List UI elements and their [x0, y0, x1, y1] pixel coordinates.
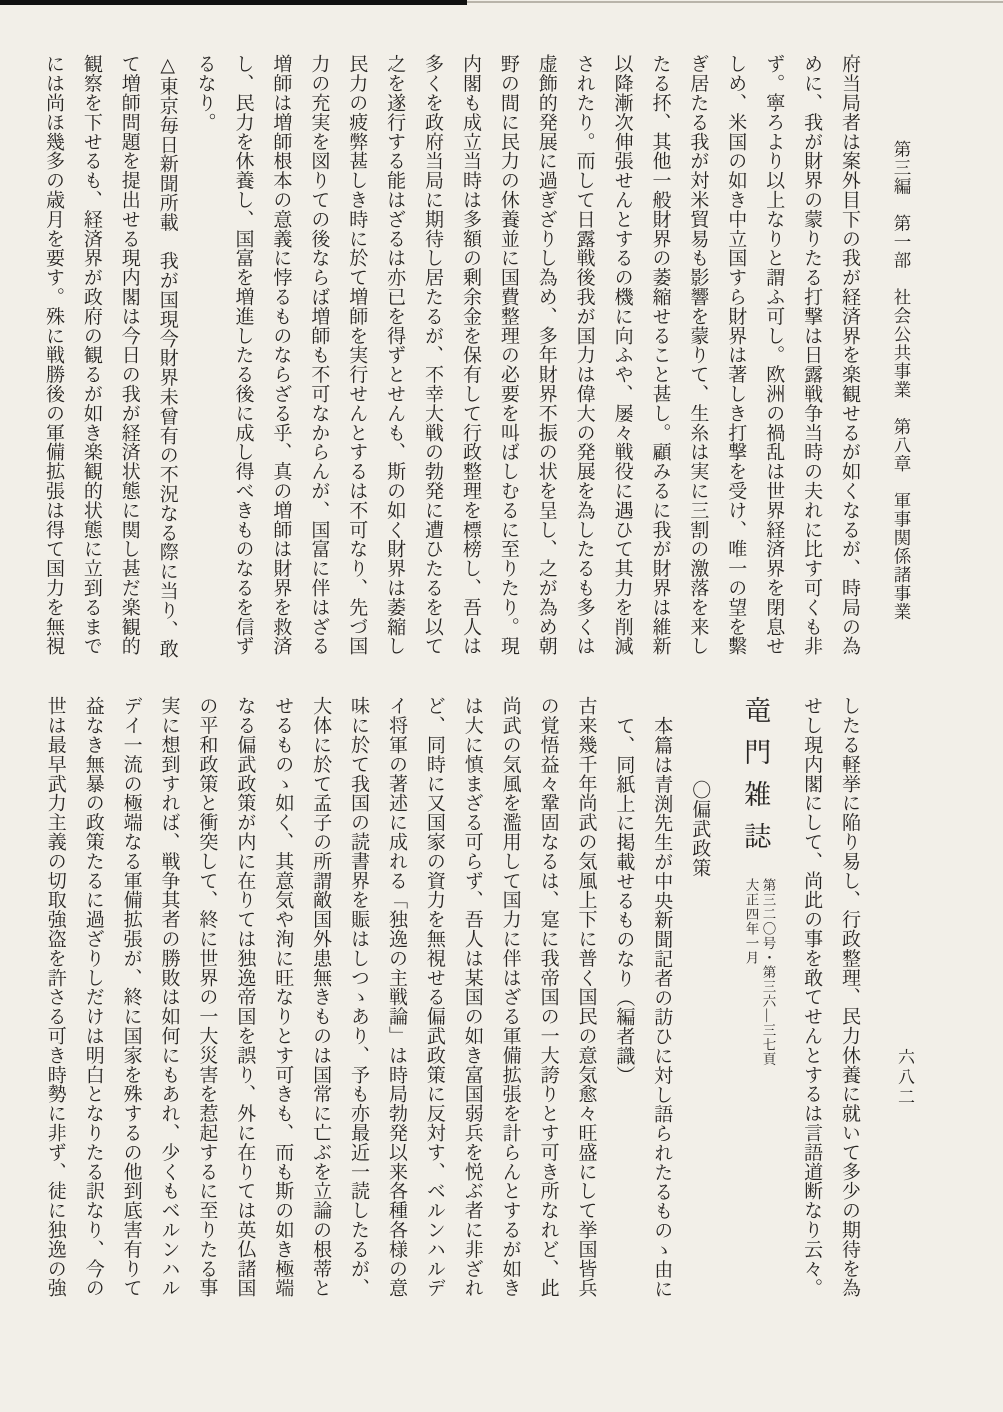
- text-line: 味に於て我国の読書界を賑はしつゝあり、予も亦最近一読したるが、: [348, 696, 370, 1298]
- text-line: ど、同時に又国家の資力を無視せる偏武政策に反対す、ベルンハルデ: [423, 696, 445, 1298]
- text-line: せるものゝ如く、其意気や洵に旺なりとす可きも、而も斯の如き極端: [272, 696, 294, 1298]
- journal-date: 大正四年一月: [743, 878, 759, 965]
- text-line: には尚ほ幾多の歳月を要す。殊に戦勝後の軍備拡張は得て国力を無視: [42, 54, 64, 656]
- bottom-text-block: [36, 696, 868, 1376]
- text-line: デイ一流の極端なる軍備拡張が、終に国家を殊するの他到底害有りて: [120, 696, 142, 1298]
- text-line: 之を遂行する能はざるは亦已を得ずとせんも、斯の如く財界は萎縮し: [384, 54, 406, 656]
- text-line: なる偏武政策が内に在りては独逸帝国を誤り、外に在りては英仏諸国: [234, 696, 256, 1298]
- text-line: 力の充実を図りての後ならば増師も不可なからんが、国富に伴はざる: [308, 54, 330, 656]
- text-line: て増師問題を提出せる現内閣は今日の我が経済状態に関し甚だ楽観的: [118, 54, 140, 656]
- text-line: しめ、米国の如き中立国すら財界は著しき打撃を受け、唯一の望を繫: [725, 54, 747, 656]
- top-edge-rule: [0, 0, 467, 5]
- text-line: 古来幾千年尚武の気風上下に普く国民の意気愈々旺盛にして挙国皆兵: [575, 696, 597, 1298]
- text-line: たる抔、其他一般財界の萎縮せること甚し。顧みるに我が財界は維新: [649, 54, 671, 656]
- top-text-block: [34, 54, 868, 704]
- text-line: ず。寧ろより以上なりと謂ふ可し。欧洲の禍乱は世界経済界を閉息せ: [763, 54, 785, 656]
- text-line: されたり。而して日露戦後我が国力は偉大の発展を為したるも多くは: [573, 54, 595, 656]
- text-line: 尚武の気風を濫用して国力に伴はざる軍備拡張を計らんとするが如き: [499, 696, 521, 1298]
- text-line: 府当局者は案外目下の我が経済界を楽観せるが如くなるが、時局の為: [839, 54, 860, 656]
- text-line: の覚悟益々鞏固なるは、寔に我帝国の一大誇りとす可き所なれど、此: [537, 696, 559, 1298]
- text-line: したる軽挙に陥り易し、行政整理、民力休養に就いて多少の期待を為: [839, 696, 860, 1298]
- text-line: せし現内閣にして、尚此の事を敢てせんとするは言語道断なり云々。: [801, 696, 823, 1298]
- journal-heading: [718, 696, 792, 1376]
- journal-meta: [743, 878, 777, 1067]
- editor-note-line: 本篇は青渕先生が中央新聞記者の訪ひに対し語られたるものゝ由に: [651, 716, 673, 1298]
- text-line: 内閣も成立当時は多額の剰余金を保有して行政整理を標榜し、吾人は: [459, 54, 481, 656]
- text-line: 野の間に民力の休養並に国費整理の必要を叫ばしむるに至りたり。現: [497, 54, 519, 656]
- text-line: 観察を下せるも、経済界が政府の観るが如き楽観的状態に立到るまで: [80, 54, 102, 656]
- text-line: めに、我が財界の蒙りたる打撃は日露戦争当時の夫れに比す可くも非: [801, 54, 823, 656]
- text-line: 増師は増師根本の意義に悖るものならざる乎、真の増師は財界を救済: [270, 54, 292, 656]
- text-line: 実に想到すれば、戦争其者の勝敗は如何にもあれ、少くもベルンハル: [158, 696, 180, 1298]
- running-header: 第三編 第一部 社会公共事業 第八章 軍事関係諸事業: [892, 140, 912, 621]
- journal-title: 竜門雑誌: [740, 696, 771, 864]
- text-line: 以降漸次伸張せんとするの機に向ふや、屡々戦役に遇ひて其力を削減: [611, 54, 633, 656]
- page-number: 六八二: [895, 1048, 914, 1108]
- text-line: 民力の疲弊甚しき時に於て増師を実行せんとするは不可なり、先づ国: [346, 54, 368, 656]
- text-line: るなり。: [194, 54, 216, 132]
- editor-note-line: て、同紙上に掲載せるものなり（編者識）: [613, 716, 635, 1085]
- text-line: 虚飾的発展に過ぎざりし為め、多年財界不振の状を呈し、之が為め朝: [535, 54, 557, 656]
- text-line: イ将軍の著述に成れる「独逸の主戦論」は時局勃発以来各種各様の意: [385, 696, 407, 1298]
- text-line: ぎ居たる我が対米貿易も影響を蒙りて、生糸は実に三割の激落を来し: [687, 54, 709, 656]
- text-line: 世は最早武力主義の切取強盗を許さる可き時勢に非ず、徒に独逸の強: [44, 696, 66, 1298]
- text-line: 大体に於て孟子の所謂敵国外患無きものは国常に亡ぶを立論の根蒂と: [310, 696, 332, 1298]
- text-line: 多くを政府当局に期待し居たるが、不幸大戦の勃発に遭ひたるを以て: [422, 54, 444, 656]
- top-edge-rule-faint: [467, 1, 1003, 3]
- text-line: は大に慎まざる可らず、吾人は某国の如き富国弱兵を悦ぶ者に非ざれ: [461, 696, 483, 1298]
- section-title: 〇偏武政策: [689, 780, 711, 877]
- text-line: △東京毎日新聞所載 我が国現今財界未曾有の不況なる際に当り、敢: [156, 54, 178, 659]
- text-line: し、民力を休養し、国富を増進したる後に成し得べきものなるを信ず: [232, 54, 254, 656]
- text-line: の平和政策と衝突して、終に世界の一大災害を惹起するに至りたる事: [196, 696, 218, 1298]
- journal-issue: 第三二〇号・第三六―三七頁: [760, 878, 776, 1067]
- text-line: 益なき無暴の政策たるに過ざりしだけは明白となりたる訳なり、今の: [82, 696, 104, 1298]
